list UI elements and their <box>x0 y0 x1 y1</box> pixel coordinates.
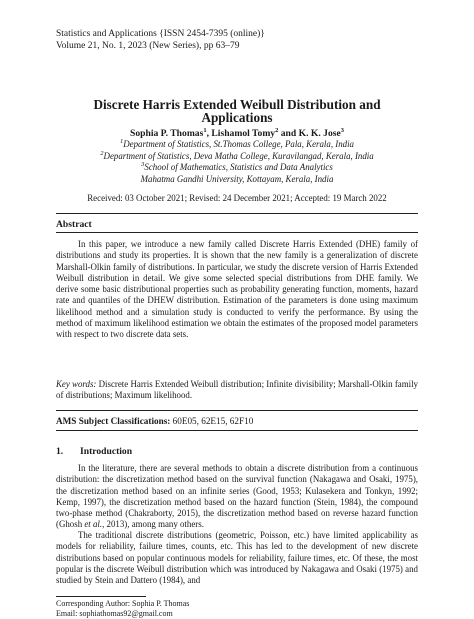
author-list <box>40 128 434 139</box>
paper-title-line-2: Applications <box>201 110 273 125</box>
abstract-heading: Abstract <box>56 219 92 230</box>
section-title: Introduction <box>80 446 133 457</box>
author-separator: , <box>206 128 212 139</box>
affiliation-mark: 1 <box>120 138 124 146</box>
paper-title <box>40 98 434 124</box>
ams-label: AMS Subject Classifications: <box>56 416 171 426</box>
paragraph-italic-text: et al. <box>84 519 103 530</box>
affiliation-mark: 3 <box>141 161 145 169</box>
journal-volume: Volume 21, No. 1, 2023 (New Series), pp 63–79 <box>56 41 240 51</box>
keywords-bottom-rule <box>56 410 418 411</box>
journal-header <box>56 28 265 52</box>
ams-bottom-rule <box>56 430 418 431</box>
author-separator: and <box>278 128 299 139</box>
journal-name: Statistics and Applications {ISSN 2454-7395 (online)} <box>56 29 265 39</box>
intro-paragraph-1 <box>56 463 418 531</box>
intro-paragraph-2: The traditional discrete distributions (geometric, Poisson, etc.) have limited applicability as models for reliability, failure times, counts, etc. This has led to the development of new discrete distributions based on popular continuous models for reliability, failure times, etc. Of these, the most popular is the discrete Weibull distribution which was introduced by Nakagawa and Osaki (1975) and studied by Stein and Dattero (1984), and <box>56 530 418 586</box>
affiliation-text: Department of Statistics, Deva Matha College, Kuravilangad, Kerala, India <box>103 150 374 161</box>
paragraph-text: In the literature, there are several methods to obtain a discrete distribution from a continuous distribution: the discretization method based on the survival function (Nakagawa and Osaki, 1975), the discretization method based on an infinite series (Good, 1953; Kulasekera and Tonkyn, 1992; Kemp, 1997), the discretization method based on the hazard function (Stein, 1984), the compound two-phase method (Chakraborty, 2015), the discretization method based on reverse hazard function (Ghosh <box>56 463 418 530</box>
ams-classification <box>56 416 253 426</box>
affiliations <box>40 139 434 185</box>
submission-dates: Received: 03 October 2021; Revised: 24 December 2021; Accepted: 19 March 2022 <box>87 193 387 203</box>
paragraph-text: , 2013), among many others. <box>102 519 204 530</box>
author-name: Sophia P. Thomas <box>130 128 204 139</box>
affiliation-line <box>40 162 434 174</box>
section-heading-introduction <box>56 446 132 457</box>
affiliation-text: Mahatma Gandhi University, Kottayam, Kerala, India <box>140 173 334 184</box>
author-email: Email: sophiathomas92@gmail.com <box>56 609 173 618</box>
paper-title-line-1: Discrete Harris Extended Weibull Distribution and <box>93 97 381 112</box>
abstract-body: In this paper, we introduce a new family called Discrete Harris Extended (DHE) family of distributions and study its properties. It is shown that the new family is a generalization of discrete Marshall-Olkin family of distributions. In particular, we study the discrete version of Harris Extended Weibull distribution in detail. We give some selected special distributions from DHE family. We derive some basic distributional properties such as probability generating function, moments, hazard rate and quantiles of the DHEW distribution. Estimation of the parameters is done using maximum likelihood method and a simulation study is conducted to verify the performance. By using the method of maximum likelihood estimation we obtain the estimates of the proposed model parameters with respect to two discrete data sets. <box>56 239 418 340</box>
section-number: 1. <box>56 446 64 457</box>
keywords-text: Discrete Harris Extended Weibull distribution; Infinite divisibility; Marshall-Olkin family of distributions; Maximum likelihood. <box>56 379 418 401</box>
author-affiliation-mark: 3 <box>340 126 344 134</box>
author-name: Lishamol Tomy <box>211 128 276 139</box>
affiliation-line <box>40 151 434 163</box>
author-name: K. K. Jose <box>298 128 341 139</box>
keywords-label: Key words: <box>56 379 97 389</box>
author-affiliation-mark: 2 <box>275 126 279 134</box>
corresponding-author-footnote <box>56 599 189 619</box>
abstract-heading-rule <box>56 232 418 233</box>
corresponding-author: Corresponding Author: Sophia P. Thomas <box>56 599 190 608</box>
author-affiliation-mark: 1 <box>203 126 207 134</box>
affiliation-line <box>40 139 434 151</box>
affiliation-line <box>40 174 434 186</box>
keywords <box>56 379 418 402</box>
affiliation-text: Department of Statistics, St.Thomas College, Pala, Kerala, India <box>123 139 354 149</box>
footnote-rule <box>56 596 146 597</box>
affiliation-text: School of Mathematics, Statistics and Data Analytics <box>144 162 333 172</box>
ams-codes: 60E05, 62E15, 62F10 <box>170 416 254 426</box>
affiliation-mark: 2 <box>100 149 104 157</box>
abstract-top-rule <box>56 213 418 214</box>
